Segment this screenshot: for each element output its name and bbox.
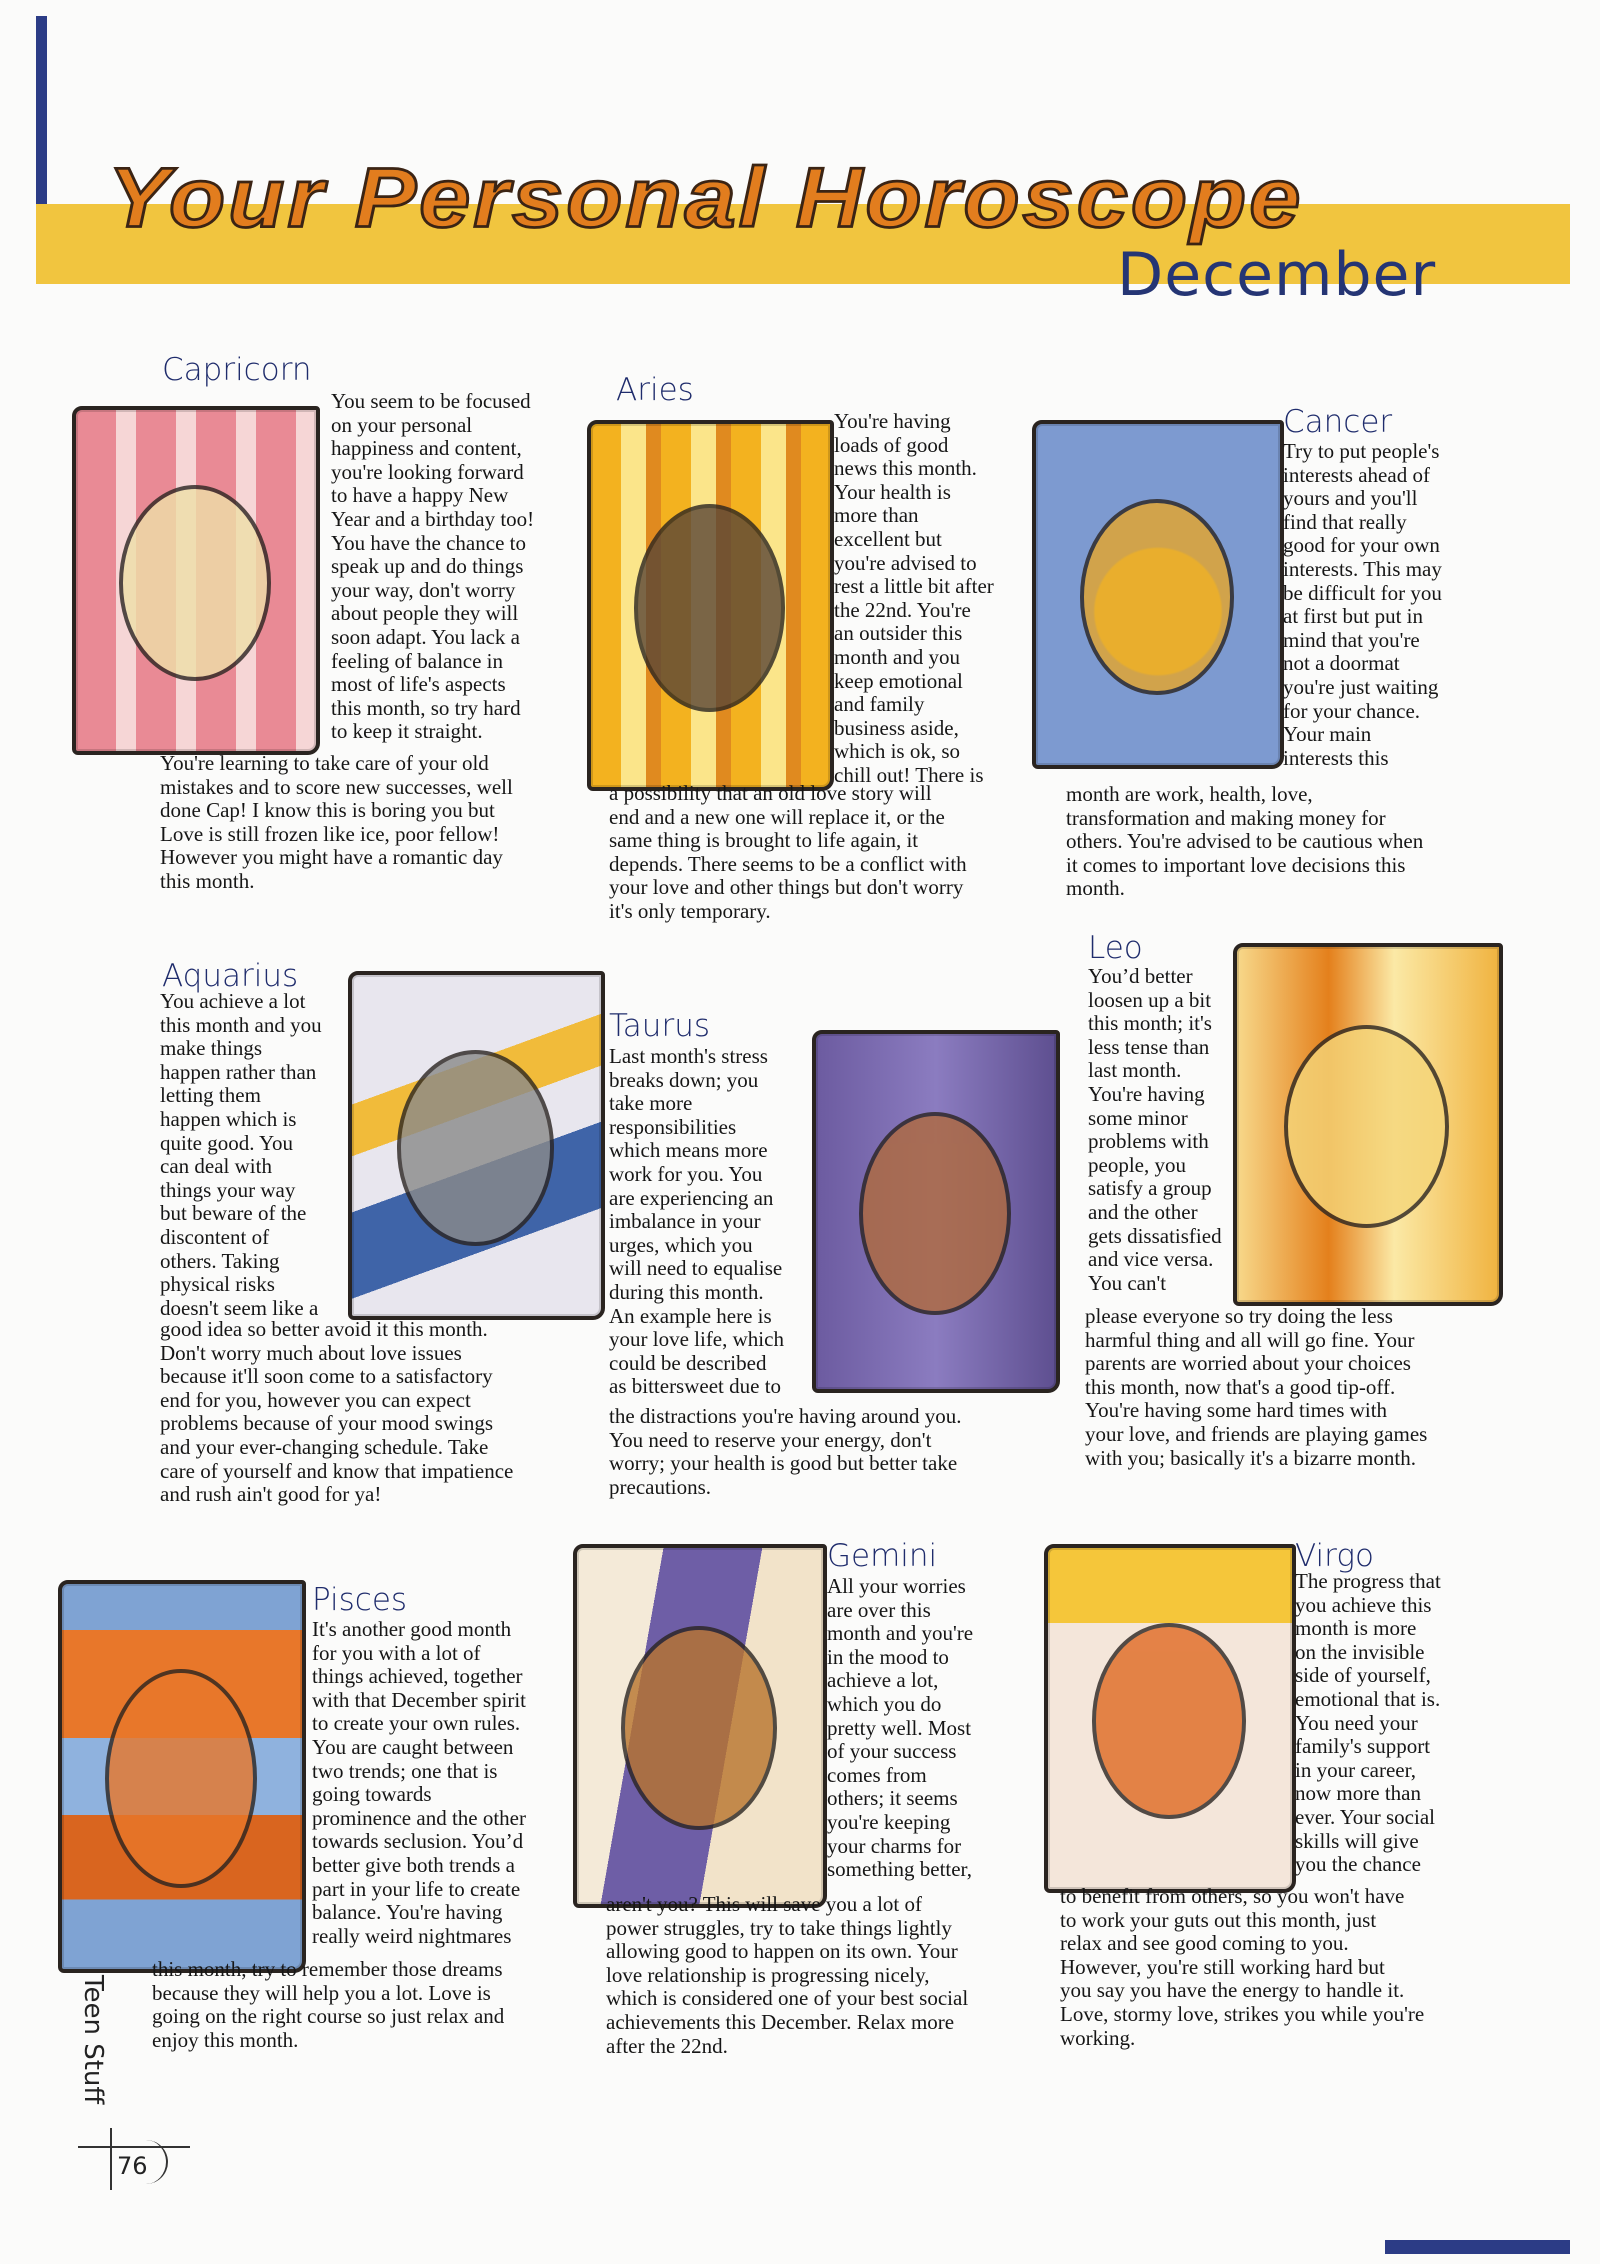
- section-label: Teen Stuff: [78, 1975, 108, 2105]
- illustration-figure: [1092, 1623, 1246, 1819]
- sign-heading: Leo: [1088, 930, 1143, 966]
- horoscope-text-full: You're learning to take care of your old mistakes and to score new successes, well done Cap! I know this is boring you but Love is still frozen like ice, poor fellow! However you might have a romantic day this month.: [160, 751, 513, 893]
- horoscope-text-full: a possibility that an old love story will end and a new one will replace it, or the same thing is brought to life again, it depends. There seems to be a conflict with your love and other things but don't worry it's only temporary.: [609, 781, 967, 923]
- water-bearer-illustration-icon: [348, 971, 605, 1320]
- page-title: Your Personal Horoscope: [108, 150, 1304, 245]
- maiden-illustration-icon: [1044, 1544, 1296, 1893]
- illustration-figure: [119, 485, 271, 681]
- illustration-figure: [397, 1050, 554, 1246]
- horoscope-text-full: to benefit from others, so you won't have to work your guts out this month, just relax and see good coming to you. However, you're still working hard but you say you have the energy to handle it. Love, stormy love, strikes you while you're working.: [1060, 1884, 1425, 2050]
- illustration-figure: [634, 504, 785, 712]
- sign-heading: Aries: [616, 372, 694, 408]
- sign-heading: Capricorn: [162, 352, 312, 388]
- fish-illustration-icon: [58, 1580, 306, 1973]
- illustration-figure: [1080, 499, 1234, 695]
- goat-illustration-icon: [72, 406, 320, 755]
- horoscope-text-full: this month, try to remember those dreams because they will help you a lot. Love is going on the right course so just relax and enjoy this month.: [152, 1957, 505, 2052]
- sign-heading: Gemini: [827, 1538, 938, 1574]
- bull-illustration-icon: [812, 1030, 1060, 1393]
- twins-illustration-icon: [573, 1544, 827, 1908]
- illustration-figure: [621, 1626, 777, 1830]
- horoscope-text-side: Last month's stress breaks down; you take more responsibilities which means more work for you. You are experiencing an imbalance in your urges, which you will need to equalise during this month. An example here is your love life, which could be described as bittersweet due to: [609, 1044, 784, 1399]
- sign-heading: Pisces: [312, 1582, 408, 1618]
- horoscope-text-side: All your worries are over this month and you're in the mood to achieve a lot, which you do pretty well. Most of your success comes from others; it seems you're keeping your charms for something better,: [827, 1574, 974, 1882]
- horoscope-text-side: Try to put people's interests ahead of yours and you'll find that really good for your own interests. This may be difficult for you at first but put in mind that you're not a doormat you're just waiting for your chance. Your main interests this: [1283, 439, 1442, 770]
- horoscope-text-side: You achieve a lot this month and you make things happen rather than letting them happen which is quite good. You can deal with things your way but beware of the discontent of others. Taking physical risks doesn't seem like a: [160, 989, 322, 1320]
- illustration-figure: [1284, 1025, 1449, 1228]
- page-number: 76: [117, 2152, 148, 2180]
- page-subtitle-month: December: [1117, 240, 1437, 310]
- illustration-figure: [859, 1112, 1011, 1315]
- bottom-accent-bar: [1385, 2240, 1570, 2254]
- horoscope-text-full: good idea so better avoid it this month. Don't worry much about love issues because it'll soon come to a satisfactory end for you, however you can expect problems because of your mood swings and your ever-changing schedule. Take care of yourself and know that impatience and rush ain't good for ya!: [160, 1317, 514, 1507]
- crab-illustration-icon: [1032, 420, 1284, 769]
- sign-heading: Aquarius: [162, 958, 299, 994]
- horoscope-text-side: You're having loads of good news this month. Your health is more than excellent but you're advised to rest a little bit after the 22nd. You're an outsider this month and you keep emotional and family business aside, which is ok, so chill out! There is: [834, 409, 994, 787]
- illustration-figure: [105, 1669, 257, 1889]
- left-accent-bar: [36, 16, 47, 206]
- horoscope-text-full: month are work, health, love, transformation and making money for others. You're advised to be cautious when it comes to important love decisions this month.: [1066, 782, 1424, 901]
- horoscope-text-side: You’d better loosen up a bit this month; it's less tense than last month. You're having some minor problems with people, you satisfy a group and the other gets dissatisfied and vice versa. You can't: [1088, 964, 1222, 1295]
- ram-illustration-icon: [587, 420, 834, 791]
- horoscope-text-side: It's another good month for you with a lot of things achieved, together with that December spirit to create your own rules. You are caught between two trends; one that is going towards prominence and the other towards seclusion. You’d better give both trends a part in your life to create balance. You're having really weird nightmares: [312, 1617, 527, 1948]
- sign-heading: Taurus: [609, 1008, 710, 1044]
- horoscope-text-side: The progress that you achieve this month is more on the invisible side of yourself, emotional that is. You need your family's support in your career, now more than ever. Your social skills will give you the chance: [1295, 1569, 1441, 1877]
- sign-heading: Virgo: [1295, 1538, 1374, 1574]
- horoscope-text-full: the distractions you're having around you. You need to reserve your energy, don't worry; your health is good but better take precautions.: [609, 1404, 962, 1499]
- sign-heading: Cancer: [1283, 404, 1393, 440]
- lion-illustration-icon: [1233, 943, 1503, 1306]
- horoscope-text-full: aren't you? This will save you a lot of power struggles, try to take things lightly allowing good to happen on its own. Your love relationship is progressing nicely, which is considered one of your best social achievements this December. Relax more after the 22nd.: [606, 1892, 969, 2058]
- horoscope-text-side: You seem to be focused on your personal happiness and content, you're looking forward to have a happy New Year and a birthday too! You have the chance to speak up and do things your way, don't worry about people they will soon adapt. You lack a feeling of balance in most of life's aspects this month, so try hard to keep it straight.: [331, 389, 535, 744]
- horoscope-text-full: please everyone so try doing the less harmful thing and all will go fine. Your parents are worried about your choices this month, now that's a good tip-off. You're having some hard times with your love, and friends are playing games with you; basically it's a bizarre month.: [1085, 1304, 1428, 1470]
